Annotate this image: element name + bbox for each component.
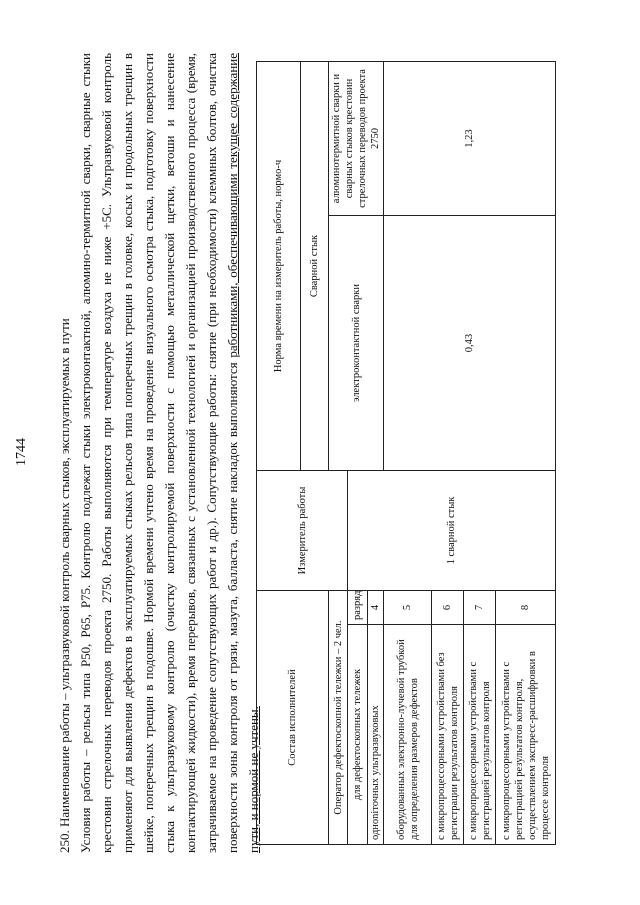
meter-value: 1 сварной стык <box>348 471 556 591</box>
for-carts-label: для дефектоскопных тележек <box>348 625 368 845</box>
table-row-grade: 4 <box>368 591 384 625</box>
table-row-name: с микропроцессорными устройствами без регистрации результатов контроля <box>432 625 464 845</box>
operator-label: Оператор дефектоскопной тележки – 2 чел. <box>329 591 348 845</box>
time-norm-table <box>256 61 556 845</box>
header-meter: Измеритель работы <box>257 471 348 591</box>
grade-label: разряд <box>348 591 368 625</box>
conditions-paragraph: Условия работы – рельсы типа Р50, Р65, Р75. Контролю подлежат стыки электроконтактной, алюмино-термитной сварки, сварные стыки крестовин стрелочных переводов проекта 2750. Работы выполняются при температуре воздуха не ниже +5С. Ультразвуковой контроль применяют для выявления дефектов в эксплуатируемых стыках рельсов типа поперечных трещин в головке, косых и продольных трещин в шейке, поперечных трещин в подошве. Нормой времени учтено время на проведение визуального осмотра стыка, подготовку поверхности стыка к ультразвуковому контролю (очистку контролируемой поверхности с помощью металлической щетки, ветоши и нанесение контактирующей жидкости), время перерывов, связанных с установленной технологией и организацией производственного процесса (время, затрачиваемое на проведение сопутствующих работ и др.). Сопутствующие работы: снятие (при необходимости) клеммных болтов, очистка поверхности зоны контроля от грязи, мазута, балласта, снятие накладок выполняются <box>78 53 240 853</box>
header-norm: Норма времени на измеритель работы, нормо-ч <box>257 62 301 471</box>
header-electrocontact: электроконтактной сварки <box>329 216 384 471</box>
table-row-grade: 6 <box>432 591 464 625</box>
table-row-name: одноniточных ультразвуковых <box>368 625 384 845</box>
norm-electrocontact-value: 0,43 <box>384 216 556 471</box>
table-row-grade: 5 <box>384 591 432 625</box>
table-row-grade: 7 <box>464 591 496 625</box>
section-heading: 250. Наименование работы – ультразвуковой контроль сварных стыков, эксплуатируемых в пути <box>57 318 72 853</box>
conditions-paragraph-tail: работниками, обеспечивающими текущее содержание пути, и нормой не учтены. <box>225 53 261 853</box>
table-row-name: оборудованных электронно-лучевой трубкой для определения размеров дефектов <box>384 625 432 845</box>
section-text <box>54 53 264 853</box>
table-row-name: с микропроцессорными устройствами с регистрацией результатов контроля <box>464 625 496 845</box>
header-weld-joint: Сварной стык <box>301 62 329 471</box>
page-number: 1744 <box>14 438 29 466</box>
header-aluminothermic: алюминотермитной сварки и сварных стыков крестовин стрелочных переводов проекта 2750 <box>329 62 384 216</box>
norm-aluminothermic-value: 1,23 <box>384 62 556 216</box>
header-staff: Состав исполнителей <box>257 591 329 845</box>
table-row-name: с микропроцессорными устройствами с регистрацией результатов контроля, осуществлением экспресс-расшифровки в процессе контроля <box>496 625 556 845</box>
table-row-grade: 8 <box>496 591 556 625</box>
